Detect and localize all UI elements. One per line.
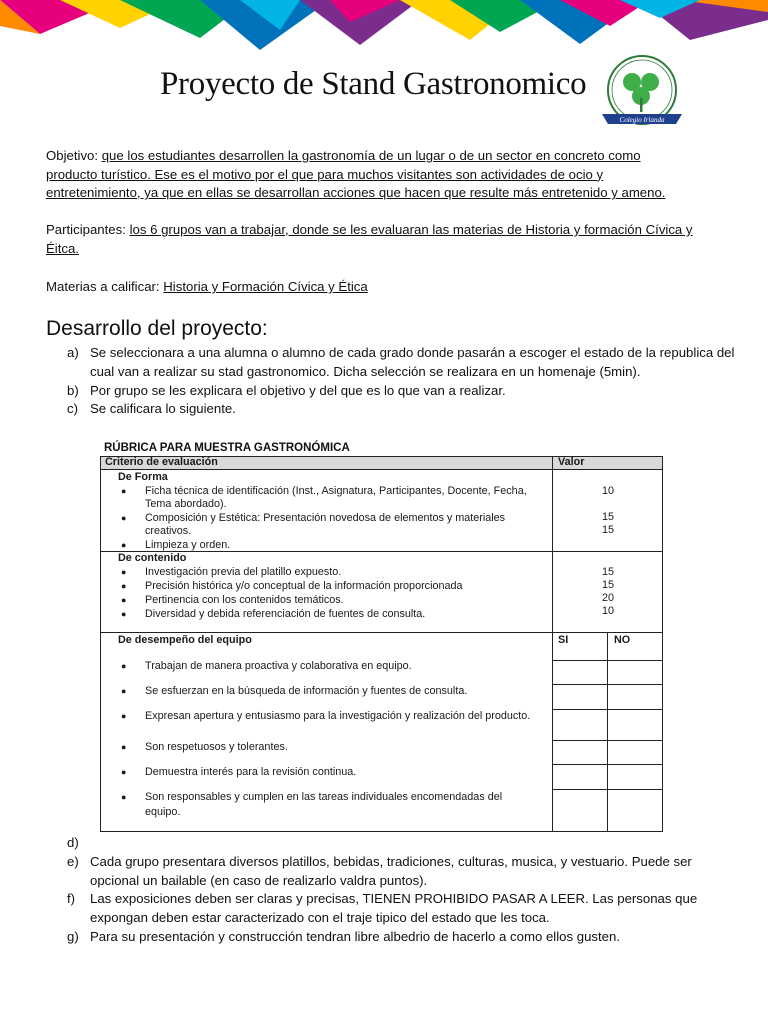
contenido-title: De contenido <box>118 552 187 564</box>
school-logo-icon <box>596 52 688 138</box>
steps-list-continued <box>46 834 736 947</box>
contenido-item: Precisión histórica y/o conceptual de la información proporcionada <box>145 580 463 592</box>
desempeno-item: Son responsables y cumplen en las tareas individuales encomendadas del <box>145 791 503 803</box>
forma-item-2-cont: creativos. <box>145 525 192 537</box>
row-divider <box>552 789 663 790</box>
participants-paragraph <box>46 221 736 258</box>
bullet-icon: ● <box>121 595 127 605</box>
section-heading: Desarrollo del proyecto: <box>46 317 268 340</box>
bullet-icon: ● <box>121 767 127 777</box>
contenido-value: 15 <box>602 579 615 591</box>
desempeno-item: Demuestra interés para la revisión continua. <box>145 766 357 778</box>
objective-label: Objetivo: <box>46 148 99 163</box>
si-header: SI <box>558 634 569 646</box>
list-item: f) Las exposiciones deben ser claras y precisas, TIENEN PROHIBIDO PASAR A LEER. Las personas que expongan deben estar caracterizado con el traje tipico del estado que les toca. <box>67 891 698 926</box>
header-criteria: Criterio de evaluación <box>105 456 218 468</box>
list-item: g) Para su presentación y construcción tendran libre albedrio de hacerlo a como ellos gusten. <box>67 928 621 944</box>
contenido-item: Pertinencia con los contenidos temáticos. <box>145 594 344 606</box>
participants-text-1: los 6 grupos van a trabajar, donde se les evaluaran las materias de Historia y formación Cívica y <box>129 222 693 237</box>
subjects-paragraph <box>46 278 736 297</box>
forma-item-2: Composición y Estética: Presentación novedosa de elementos y materiales <box>145 512 506 524</box>
forma-item-1: Ficha técnica de identificación (Inst., Asignatura, Participantes, Docente, Fecha, <box>145 485 527 497</box>
forma-value: 15 <box>602 511 615 523</box>
list-item: c) Se calificara lo siguiente. <box>67 401 236 417</box>
column-divider <box>552 632 553 832</box>
row-divider <box>552 660 663 661</box>
forma-title: De Forma <box>118 471 168 483</box>
list-item: b) Por grupo se les explicara el objetivo y del que es lo que van a realizar. <box>67 382 506 398</box>
no-header: NO <box>614 634 631 646</box>
contenido-value: 10 <box>602 605 615 617</box>
rubric-table <box>100 456 663 832</box>
header-value: Valor <box>558 456 585 468</box>
objective-paragraph <box>46 147 736 203</box>
forma-value: 10 <box>602 485 615 497</box>
column-divider <box>607 632 608 832</box>
row-divider <box>552 764 663 765</box>
desempeno-title: De desempeño del equipo <box>118 634 252 646</box>
desempeno-item: Se esfuerzan en la búsqueda de información y fuentes de consulta. <box>145 685 468 697</box>
desempeno-item: Expresan apertura y entusiasmo para la investigación y realización del producto. <box>145 710 531 722</box>
list-item: d) <box>67 835 79 850</box>
contenido-item: Investigación previa del platillo expuesto. <box>145 566 342 578</box>
objective-text-1: que los estudiantes desarrollen la gastronomía de un lugar o de un sector en concreto como <box>101 148 641 163</box>
bullet-icon: ● <box>121 513 127 523</box>
contenido-value: 20 <box>602 592 615 604</box>
steps-list <box>46 344 736 419</box>
bullet-icon: ● <box>121 686 127 696</box>
objective-text-2: producto turístico. Ese es el motivo por el que para muchos visitantes son actividades de ocio y <box>46 166 604 182</box>
desempeno-item: Trabajan de manera proactiva y colaborativa en equipo. <box>145 660 412 672</box>
column-divider <box>552 456 553 632</box>
row-divider <box>552 684 663 685</box>
rubric-title: RÚBRICA PARA MUESTRA GASTRONÓMICA <box>104 442 350 454</box>
forma-item-1-cont: Tema abordado). <box>145 498 227 510</box>
bullet-icon: ● <box>121 581 127 591</box>
bullet-icon: ● <box>121 486 127 496</box>
participants-label: Participantes: <box>46 222 126 237</box>
decorative-banner <box>0 0 768 60</box>
bullet-icon: ● <box>121 792 127 802</box>
subjects-label: Materias a calificar: <box>46 279 160 294</box>
bullet-icon: ● <box>121 742 127 752</box>
participants-text-2: Éitca. <box>46 240 79 256</box>
page-title: Proyecto de Stand Gastronomico <box>160 66 587 102</box>
desempeno-item: Son respetuosos y tolerantes. <box>145 741 288 753</box>
objective-text-3: entretenimiento, ya que en ellas se desarrollan acciones que hacen que resulte más entretenido y ameno. <box>46 185 666 200</box>
row-divider <box>552 709 663 710</box>
desempeno-item-cont: equipo. <box>145 806 181 818</box>
bullet-icon: ● <box>121 567 127 577</box>
list-item: e) Cada grupo presentara diversos platillos, bebidas, tradiciones, culturas, musica, y vestuario. Puede ser opcional un bailable (en caso de realizarlo valdra puntos). <box>67 853 692 888</box>
row-divider <box>552 740 663 741</box>
subjects-value: Historia y Formación Cívica y Ética <box>163 279 368 294</box>
forma-value: 15 <box>602 524 615 536</box>
bullet-icon: ● <box>121 711 127 721</box>
list-item: a) Se seleccionara a una alumna o alumno de cada grado donde pasarán a escoger el estado de la republica del cual van a realizar su stad gastronomico. Dicha selección se realizara en un homenaje (5min). <box>67 345 735 379</box>
bullet-icon: ● <box>121 661 127 671</box>
bullet-icon: ● <box>121 540 127 550</box>
contenido-value: 15 <box>602 566 615 578</box>
row-divider <box>100 632 663 633</box>
forma-item-3: Limpieza y orden. <box>145 539 231 551</box>
contenido-item: Diversidad y debida referenciación de fuentes de consulta. <box>145 608 426 620</box>
bullet-icon: ● <box>121 609 127 619</box>
svg-text:Colegio Irlanda: Colegio Irlanda <box>619 116 665 124</box>
